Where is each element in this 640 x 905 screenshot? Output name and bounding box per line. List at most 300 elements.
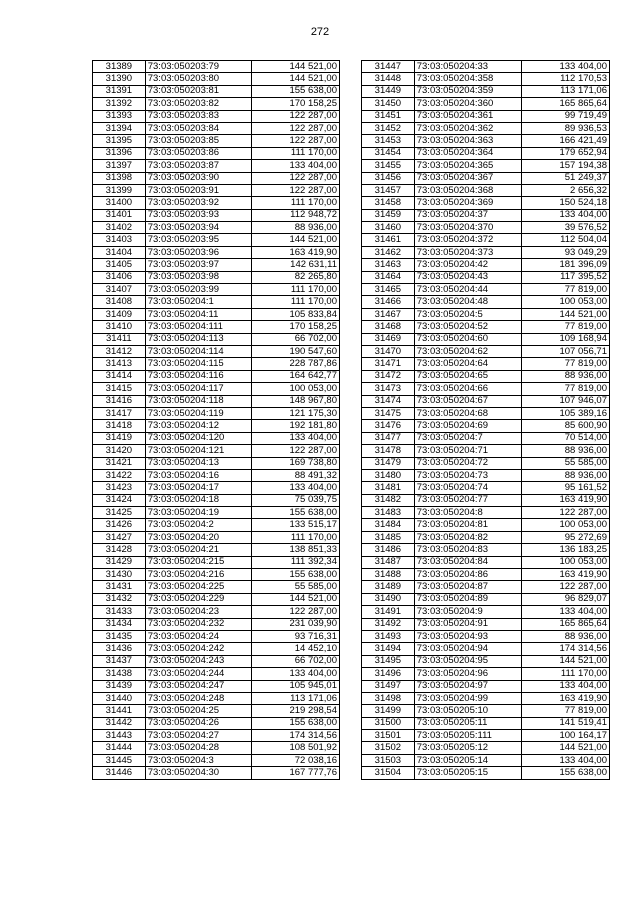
row-number: 31497 — [362, 680, 415, 692]
cadastral-value: 82 265,80 — [252, 271, 340, 283]
row-number: 31484 — [362, 519, 415, 531]
row-number: 31488 — [362, 569, 415, 581]
cadastral-number: 73:03:050204:364 — [414, 147, 522, 159]
cadastral-value: 122 287,00 — [252, 135, 340, 147]
cadastral-value: 219 298,54 — [252, 705, 340, 717]
row-number: 31391 — [93, 85, 146, 97]
table-row — [362, 754, 610, 766]
row-number: 31444 — [93, 742, 146, 754]
cadastral-number: 73:03:050204:21 — [145, 544, 252, 556]
cadastral-value: 144 521,00 — [522, 308, 610, 320]
cadastral-value: 39 576,52 — [522, 222, 610, 234]
cadastral-number: 73:03:050203:92 — [145, 197, 252, 209]
table-row — [93, 668, 340, 680]
cadastral-number: 73:03:050203:85 — [145, 135, 252, 147]
row-number: 31475 — [362, 407, 415, 419]
row-number: 31500 — [362, 717, 415, 729]
cadastral-number: 73:03:050203:98 — [145, 271, 252, 283]
table-row — [93, 209, 340, 221]
cadastral-value: 167 777,76 — [252, 767, 340, 779]
row-number: 31458 — [362, 197, 415, 209]
cadastral-value: 89 936,53 — [522, 122, 610, 134]
table-row — [362, 271, 610, 283]
cadastral-value: 155 638,00 — [252, 507, 340, 519]
table-row — [93, 333, 340, 345]
cadastral-number: 73:03:050205:15 — [414, 767, 522, 779]
row-number: 31413 — [93, 358, 146, 370]
cadastral-value: 112 170,53 — [522, 73, 610, 85]
table-row — [362, 494, 610, 506]
cadastral-value: 100 053,00 — [522, 296, 610, 308]
cadastral-value: 111 170,00 — [252, 531, 340, 543]
cadastral-number: 73:03:050203:97 — [145, 259, 252, 271]
cadastral-number: 73:03:050204:17 — [145, 482, 252, 494]
table-row — [93, 469, 340, 481]
cadastral-value: 174 314,56 — [522, 643, 610, 655]
row-number: 31440 — [93, 692, 146, 704]
row-number: 31442 — [93, 717, 146, 729]
cadastral-value: 144 521,00 — [252, 73, 340, 85]
cadastral-value: 164 642,77 — [252, 370, 340, 382]
cadastral-value: 108 501,92 — [252, 742, 340, 754]
row-number: 31446 — [93, 767, 146, 779]
table-row — [93, 606, 340, 618]
table-row — [93, 581, 340, 593]
cadastral-number: 73:03:050204:65 — [414, 370, 522, 382]
cadastral-number: 73:03:050204:19 — [145, 507, 252, 519]
cadastral-number: 73:03:050204:13 — [145, 457, 252, 469]
row-number: 31504 — [362, 767, 415, 779]
row-number: 31412 — [93, 345, 146, 357]
cadastral-value: 122 287,00 — [252, 184, 340, 196]
row-number: 31473 — [362, 383, 415, 395]
cadastral-value: 170 158,25 — [252, 98, 340, 110]
table-row — [362, 184, 610, 196]
cadastral-number: 73:03:050205:10 — [414, 705, 522, 717]
cadastral-value: 122 287,00 — [252, 445, 340, 457]
table-row — [362, 717, 610, 729]
table-row — [362, 767, 610, 779]
table-row — [93, 110, 340, 122]
row-number: 31406 — [93, 271, 146, 283]
cadastral-number: 73:03:050204:44 — [414, 284, 522, 296]
cadastral-number: 73:03:050204:225 — [145, 581, 252, 593]
cadastral-value: 163 419,90 — [522, 692, 610, 704]
row-number: 31392 — [93, 98, 146, 110]
table-row — [362, 630, 610, 642]
cadastral-number: 73:03:050204:358 — [414, 73, 522, 85]
row-number: 31399 — [93, 184, 146, 196]
cadastral-value: 122 287,00 — [522, 581, 610, 593]
table-row — [93, 482, 340, 494]
table-row — [93, 618, 340, 630]
cadastral-number: 73:03:050204:242 — [145, 643, 252, 655]
cadastral-number: 73:03:050204:48 — [414, 296, 522, 308]
cadastral-value: 169 738,80 — [252, 457, 340, 469]
table-row — [362, 705, 610, 717]
row-number: 31494 — [362, 643, 415, 655]
row-number: 31465 — [362, 284, 415, 296]
table-row — [362, 730, 610, 742]
cadastral-number: 73:03:050205:12 — [414, 742, 522, 754]
row-number: 31418 — [93, 420, 146, 432]
cadastral-value: 144 521,00 — [522, 742, 610, 754]
cadastral-value: 88 936,00 — [522, 370, 610, 382]
cadastral-value: 122 287,00 — [522, 507, 610, 519]
cadastral-number: 73:03:050204:26 — [145, 717, 252, 729]
cadastral-number: 73:03:050204:24 — [145, 630, 252, 642]
cadastral-value: 100 053,00 — [522, 519, 610, 531]
cadastral-value: 99 719,49 — [522, 110, 610, 122]
table-row — [93, 432, 340, 444]
table-row — [93, 531, 340, 543]
table-row — [362, 308, 610, 320]
cadastral-number: 73:03:050204:368 — [414, 184, 522, 196]
table-row — [93, 643, 340, 655]
cadastral-number: 73:03:050204:229 — [145, 593, 252, 605]
table-row — [362, 544, 610, 556]
cadastral-number: 73:03:050203:93 — [145, 209, 252, 221]
cadastral-number: 73:03:050204:372 — [414, 234, 522, 246]
cadastral-number: 73:03:050204:84 — [414, 556, 522, 568]
cadastral-number: 73:03:050204:248 — [145, 692, 252, 704]
table-row — [362, 122, 610, 134]
cadastral-value: 155 638,00 — [252, 717, 340, 729]
cadastral-number: 73:03:050204:30 — [145, 767, 252, 779]
row-number: 31491 — [362, 606, 415, 618]
row-number: 31496 — [362, 668, 415, 680]
row-number: 31400 — [93, 197, 146, 209]
cadastral-number: 73:03:050204:66 — [414, 383, 522, 395]
cadastral-number: 73:03:050204:20 — [145, 531, 252, 543]
cadastral-number: 73:03:050205:111 — [414, 730, 522, 742]
table-row — [93, 593, 340, 605]
row-number: 31423 — [93, 482, 146, 494]
cadastral-value: 70 514,00 — [522, 432, 610, 444]
cadastral-value: 2 656,32 — [522, 184, 610, 196]
row-number: 31445 — [93, 754, 146, 766]
table-row — [93, 135, 340, 147]
table-row — [362, 668, 610, 680]
cadastral-number: 73:03:050204:94 — [414, 643, 522, 655]
cadastral-value: 144 521,00 — [252, 593, 340, 605]
table-row — [93, 655, 340, 667]
cadastral-value: 112 948,72 — [252, 209, 340, 221]
cadastral-number: 73:03:050204:77 — [414, 494, 522, 506]
cadastral-number: 73:03:050204:244 — [145, 668, 252, 680]
cadastral-number: 73:03:050203:96 — [145, 246, 252, 258]
cadastral-number: 73:03:050203:84 — [145, 122, 252, 134]
table-row — [93, 544, 340, 556]
table-row — [362, 742, 610, 754]
table-row — [93, 730, 340, 742]
table-row — [93, 457, 340, 469]
cadastral-value: 122 287,00 — [252, 122, 340, 134]
table-row — [93, 383, 340, 395]
cadastral-number: 73:03:050204:97 — [414, 680, 522, 692]
table-row — [362, 407, 610, 419]
row-number: 31427 — [93, 531, 146, 543]
cadastral-value: 144 521,00 — [522, 655, 610, 667]
cadastral-value: 121 175,30 — [252, 407, 340, 419]
cadastral-value: 181 396,09 — [522, 259, 610, 271]
cadastral-number: 73:03:050204:33 — [414, 61, 522, 73]
table-row — [93, 680, 340, 692]
cadastral-number: 73:03:050204:87 — [414, 581, 522, 593]
cadastral-value: 14 452,10 — [252, 643, 340, 655]
row-number: 31474 — [362, 395, 415, 407]
table-row — [362, 395, 610, 407]
cadastral-number: 73:03:050203:90 — [145, 172, 252, 184]
row-number: 31405 — [93, 259, 146, 271]
row-number: 31411 — [93, 333, 146, 345]
cadastral-value: 166 421,49 — [522, 135, 610, 147]
cadastral-value: 165 865,64 — [522, 618, 610, 630]
table-row — [362, 147, 610, 159]
cadastral-value: 155 638,00 — [252, 85, 340, 97]
cadastral-value: 51 249,37 — [522, 172, 610, 184]
row-number: 31464 — [362, 271, 415, 283]
cadastral-value: 148 967,80 — [252, 395, 340, 407]
row-number: 31452 — [362, 122, 415, 134]
cadastral-number: 73:03:050204:43 — [414, 271, 522, 283]
table-row — [93, 222, 340, 234]
cadastral-number: 73:03:050204:73 — [414, 469, 522, 481]
cadastral-table-right — [361, 60, 610, 780]
row-number: 31436 — [93, 643, 146, 655]
cadastral-number: 73:03:050204:71 — [414, 445, 522, 457]
cadastral-value: 66 702,00 — [252, 655, 340, 667]
cadastral-value: 72 038,16 — [252, 754, 340, 766]
cadastral-value: 100 164,17 — [522, 730, 610, 742]
table-row — [93, 494, 340, 506]
cadastral-value: 107 946,07 — [522, 395, 610, 407]
cadastral-value: 85 600,90 — [522, 420, 610, 432]
table-row — [362, 296, 610, 308]
table-row — [93, 271, 340, 283]
row-number: 31434 — [93, 618, 146, 630]
row-number: 31401 — [93, 209, 146, 221]
table-row — [362, 692, 610, 704]
page-number: 272 — [310, 26, 330, 38]
cadastral-value: 88 491,32 — [252, 469, 340, 481]
row-number: 31417 — [93, 407, 146, 419]
row-number: 31421 — [93, 457, 146, 469]
cadastral-number: 73:03:050204:121 — [145, 445, 252, 457]
cadastral-number: 73:03:050204:67 — [414, 395, 522, 407]
table-row — [362, 98, 610, 110]
cadastral-number: 73:03:050203:87 — [145, 160, 252, 172]
table-row — [362, 135, 610, 147]
cadastral-value: 163 419,90 — [252, 246, 340, 258]
cadastral-value: 155 638,00 — [522, 767, 610, 779]
cadastral-value: 105 945,01 — [252, 680, 340, 692]
table-row — [362, 606, 610, 618]
table-row — [93, 420, 340, 432]
cadastral-value: 66 702,00 — [252, 333, 340, 345]
cadastral-value: 105 833,84 — [252, 308, 340, 320]
cadastral-number: 73:03:050204:23 — [145, 606, 252, 618]
row-number: 31450 — [362, 98, 415, 110]
row-number: 31415 — [93, 383, 146, 395]
row-number: 31469 — [362, 333, 415, 345]
cadastral-value: 77 819,00 — [522, 321, 610, 333]
row-number: 31441 — [93, 705, 146, 717]
table-row — [93, 321, 340, 333]
cadastral-number: 73:03:050204:7 — [414, 432, 522, 444]
row-number: 31495 — [362, 655, 415, 667]
cadastral-value: 122 287,00 — [252, 172, 340, 184]
cadastral-number: 73:03:050205:14 — [414, 754, 522, 766]
row-number: 31455 — [362, 160, 415, 172]
cadastral-number: 73:03:050204:3 — [145, 754, 252, 766]
row-number: 31395 — [93, 135, 146, 147]
row-number: 31472 — [362, 370, 415, 382]
cadastral-value: 93 049,29 — [522, 246, 610, 258]
table-row — [362, 457, 610, 469]
cadastral-value: 144 521,00 — [252, 61, 340, 73]
cadastral-value: 77 819,00 — [522, 383, 610, 395]
table-row — [362, 85, 610, 97]
table-row — [362, 643, 610, 655]
table-row — [93, 160, 340, 172]
table-row — [93, 308, 340, 320]
table-row — [93, 754, 340, 766]
cadastral-value: 77 819,00 — [522, 284, 610, 296]
row-number: 31431 — [93, 581, 146, 593]
table-row — [93, 122, 340, 134]
cadastral-value: 190 547,60 — [252, 345, 340, 357]
cadastral-number: 73:03:050204:1 — [145, 296, 252, 308]
table-row — [362, 531, 610, 543]
row-number: 31503 — [362, 754, 415, 766]
cadastral-number: 73:03:050203:94 — [145, 222, 252, 234]
cadastral-number: 73:03:050204:91 — [414, 618, 522, 630]
row-number: 31462 — [362, 246, 415, 258]
cadastral-number: 73:03:050204:9 — [414, 606, 522, 618]
table-row — [362, 333, 610, 345]
cadastral-number: 73:03:050203:79 — [145, 61, 252, 73]
table-row — [93, 445, 340, 457]
cadastral-value: 77 819,00 — [522, 358, 610, 370]
table-row — [362, 321, 610, 333]
table-row — [362, 482, 610, 494]
cadastral-value: 163 419,90 — [522, 569, 610, 581]
cadastral-value: 138 851,33 — [252, 544, 340, 556]
table-row — [93, 395, 340, 407]
row-number: 31482 — [362, 494, 415, 506]
cadastral-value: 144 521,00 — [252, 234, 340, 246]
row-number: 31393 — [93, 110, 146, 122]
cadastral-value: 111 170,00 — [522, 668, 610, 680]
row-number: 31443 — [93, 730, 146, 742]
cadastral-number: 73:03:050204:69 — [414, 420, 522, 432]
row-number: 31486 — [362, 544, 415, 556]
table-row — [362, 519, 610, 531]
cadastral-number: 73:03:050204:8 — [414, 507, 522, 519]
row-number: 31487 — [362, 556, 415, 568]
cadastral-value: 133 404,00 — [252, 160, 340, 172]
cadastral-value: 122 287,00 — [252, 110, 340, 122]
table-row — [93, 507, 340, 519]
table-row — [362, 246, 610, 258]
table-row — [362, 420, 610, 432]
cadastral-value: 113 171,06 — [522, 85, 610, 97]
table-row — [362, 383, 610, 395]
table-row — [362, 73, 610, 85]
cadastral-number: 73:03:050204:86 — [414, 569, 522, 581]
row-number: 31485 — [362, 531, 415, 543]
cadastral-value: 141 519,41 — [522, 717, 610, 729]
table-row — [93, 246, 340, 258]
table-row — [362, 680, 610, 692]
cadastral-number: 73:03:050204:27 — [145, 730, 252, 742]
cadastral-number: 73:03:050203:80 — [145, 73, 252, 85]
table-row — [93, 197, 340, 209]
cadastral-value: 100 053,00 — [252, 383, 340, 395]
cadastral-value: 55 585,00 — [252, 581, 340, 593]
row-number: 31408 — [93, 296, 146, 308]
cadastral-number: 73:03:050204:28 — [145, 742, 252, 754]
row-number: 31433 — [93, 606, 146, 618]
row-number: 31493 — [362, 630, 415, 642]
cadastral-value: 231 039,90 — [252, 618, 340, 630]
table-row — [362, 569, 610, 581]
row-number: 31451 — [362, 110, 415, 122]
cadastral-table-left — [92, 60, 340, 780]
table-row — [93, 519, 340, 531]
cadastral-number: 73:03:050204:93 — [414, 630, 522, 642]
table-row — [93, 358, 340, 370]
cadastral-value: 88 936,00 — [252, 222, 340, 234]
row-number: 31410 — [93, 321, 146, 333]
row-number: 31479 — [362, 457, 415, 469]
cadastral-value: 133 404,00 — [522, 680, 610, 692]
cadastral-value: 113 171,06 — [252, 692, 340, 704]
cadastral-number: 73:03:050204:116 — [145, 370, 252, 382]
cadastral-number: 73:03:050204:367 — [414, 172, 522, 184]
row-number: 31489 — [362, 581, 415, 593]
row-number: 31449 — [362, 85, 415, 97]
cadastral-number: 73:03:050204:369 — [414, 197, 522, 209]
cadastral-value: 109 168,94 — [522, 333, 610, 345]
table-row — [93, 284, 340, 296]
cadastral-number: 73:03:050204:361 — [414, 110, 522, 122]
table-row — [93, 147, 340, 159]
row-number: 31420 — [93, 445, 146, 457]
cadastral-value: 105 389,16 — [522, 407, 610, 419]
cadastral-value: 111 170,00 — [252, 296, 340, 308]
cadastral-value: 111 170,00 — [252, 197, 340, 209]
table-row — [93, 407, 340, 419]
table-row — [93, 692, 340, 704]
table-row — [362, 469, 610, 481]
table-row — [93, 85, 340, 97]
row-number: 31439 — [93, 680, 146, 692]
table-row — [93, 767, 340, 779]
cadastral-number: 73:03:050203:86 — [145, 147, 252, 159]
cadastral-value: 107 056,71 — [522, 345, 610, 357]
cadastral-number: 73:03:050204:117 — [145, 383, 252, 395]
table-row — [362, 197, 610, 209]
cadastral-value: 75 039,75 — [252, 494, 340, 506]
table-body-right — [362, 61, 610, 780]
row-number: 31501 — [362, 730, 415, 742]
row-number: 31467 — [362, 308, 415, 320]
cadastral-number: 73:03:050204:81 — [414, 519, 522, 531]
cadastral-number: 73:03:050204:120 — [145, 432, 252, 444]
cadastral-number: 73:03:050204:216 — [145, 569, 252, 581]
